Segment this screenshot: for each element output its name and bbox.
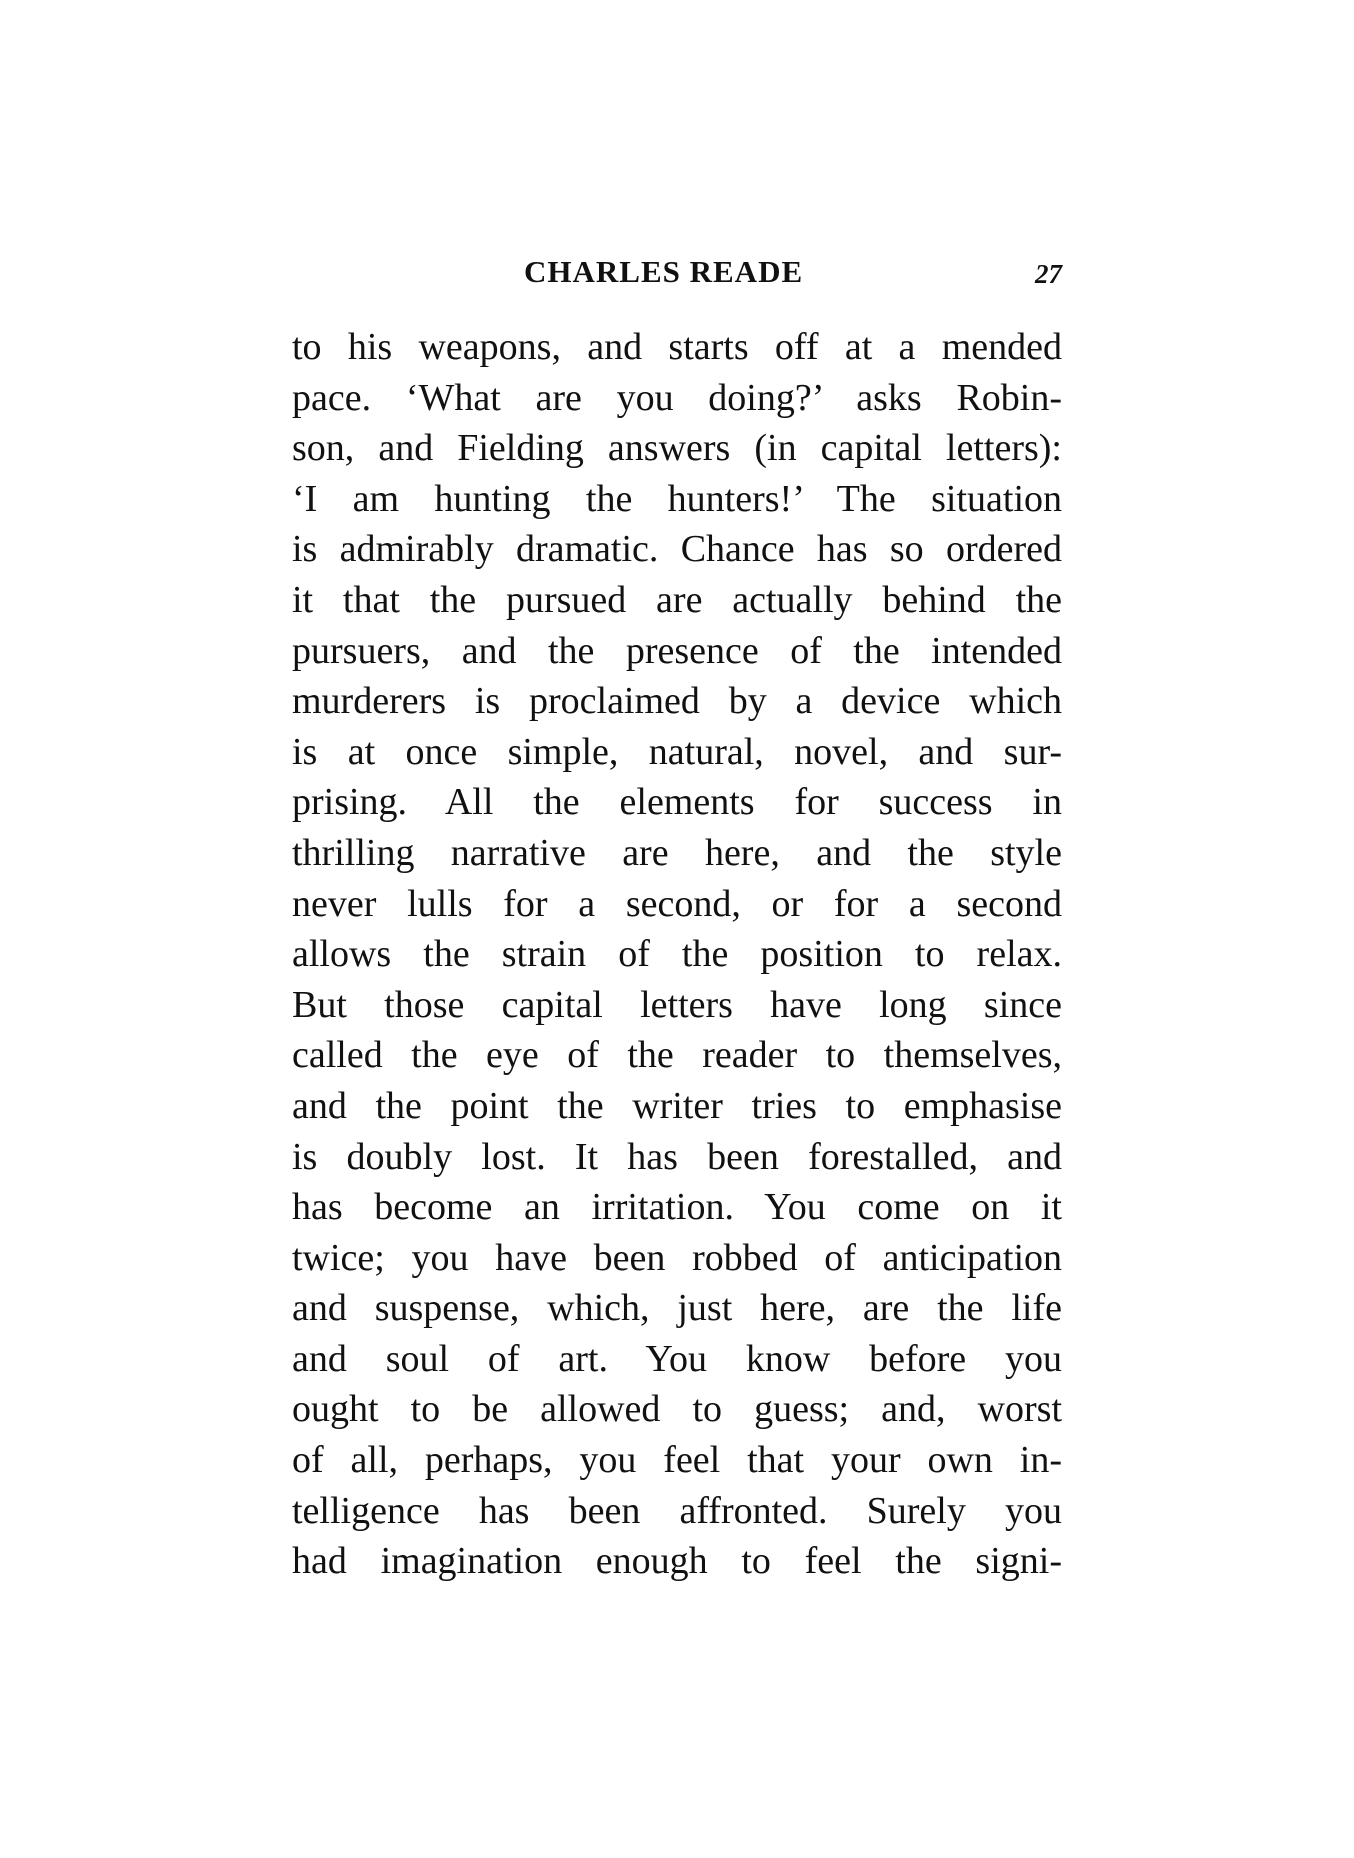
text-line: of all, perhaps, you feel that your own in- bbox=[292, 1439, 1062, 1482]
text-line: never lulls for a second, or for a second bbox=[292, 882, 1062, 925]
running-head bbox=[292, 252, 1062, 292]
text-line: But those capital letters have long since bbox=[292, 983, 1062, 1026]
text-line: twice; you have been robbed of anticipation bbox=[292, 1236, 1062, 1279]
text-line: has become an irritation. You come on it bbox=[292, 1186, 1062, 1229]
text-line: murderers is proclaimed by a device which bbox=[292, 680, 1062, 723]
text-line: son, and Fielding answers (in capital letters): bbox=[292, 427, 1062, 470]
text-line: had imagination enough to feel the signi- bbox=[292, 1540, 1062, 1583]
text-line: to his weapons, and starts off at a mended bbox=[292, 326, 1062, 368]
text-line: and the point the writer tries to emphasise bbox=[292, 1084, 1062, 1127]
text-line: ought to be allowed to guess; and, worst bbox=[292, 1388, 1062, 1431]
text-line: telligence has been affronted. Surely you bbox=[292, 1489, 1062, 1532]
text-line: and suspense, which, just here, are the life bbox=[292, 1287, 1062, 1330]
text-line: it that the pursued are actually behind the bbox=[292, 578, 1062, 621]
running-title: CHARLES READE bbox=[524, 254, 804, 289]
text-line: is admirably dramatic. Chance has so ordered bbox=[292, 528, 1062, 571]
page-number: 27 bbox=[1035, 259, 1062, 289]
text-line: called the eye of the reader to themselves, bbox=[292, 1034, 1062, 1077]
text-line: thrilling narrative are here, and the style bbox=[292, 831, 1062, 874]
text-line: is doubly lost. It has been forestalled, and bbox=[292, 1135, 1062, 1178]
text-line: ‘I am hunting the hunters!’ The situation bbox=[292, 477, 1062, 520]
text-line: and soul of art. You know before you bbox=[292, 1337, 1062, 1380]
text-line: is at once simple, natural, novel, and sur- bbox=[292, 730, 1062, 773]
text-line: pace. ‘What are you doing?’ asks Robin- bbox=[292, 376, 1062, 419]
text-line: pursuers, and the presence of the intended bbox=[292, 629, 1062, 672]
body-text bbox=[292, 322, 1062, 1587]
text-line: prising. All the elements for success in bbox=[292, 781, 1062, 824]
text-line: allows the strain of the position to relax. bbox=[292, 933, 1062, 976]
